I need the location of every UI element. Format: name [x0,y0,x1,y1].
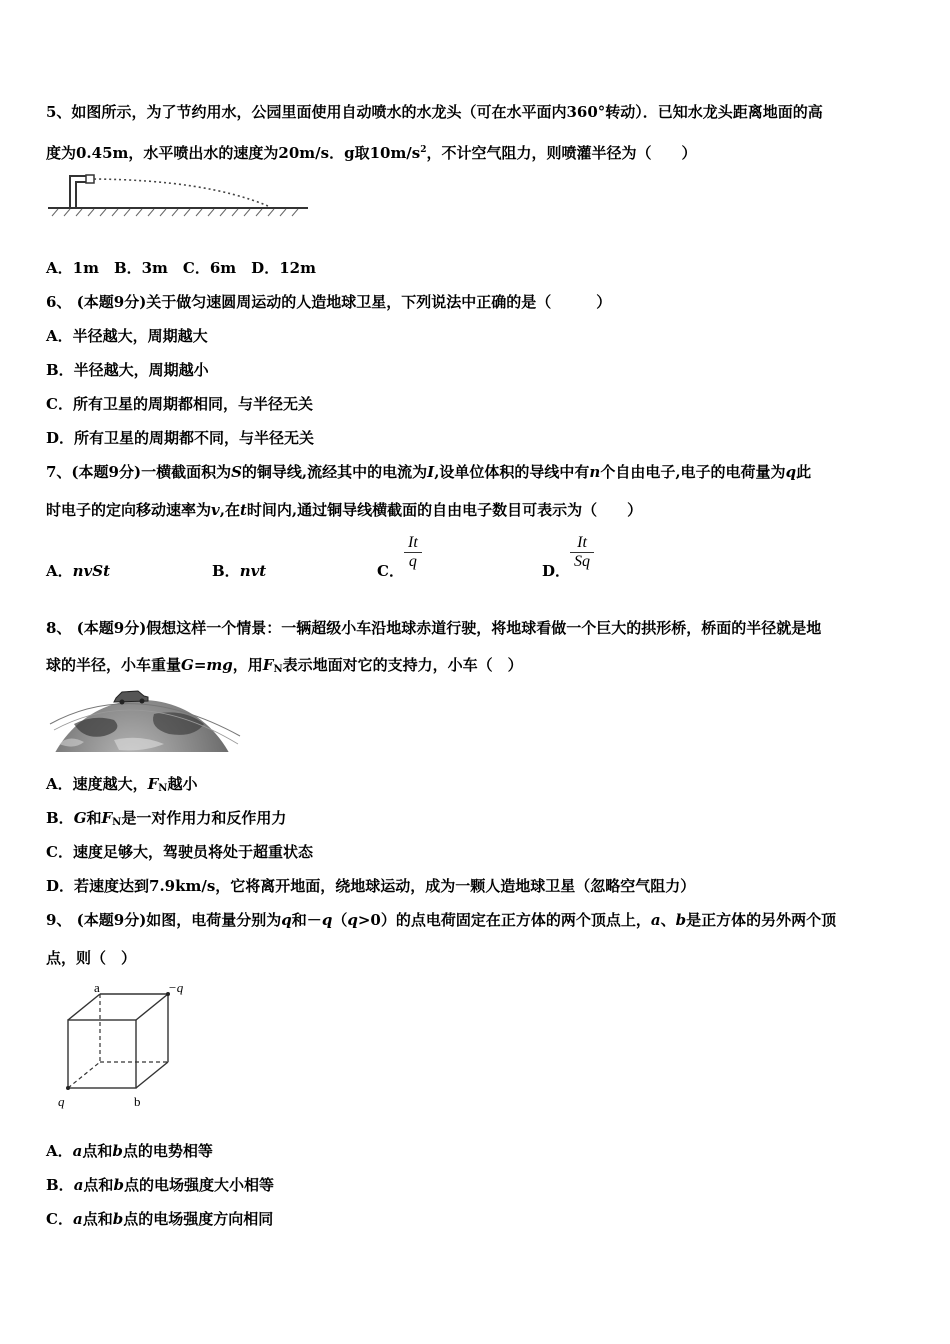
q6-option-a: A．半径越大，周期越大 [46,327,208,345]
q5-stem-line1: 5、如图所示，为了节约用水，公园里面使用自动喷水的水龙头（可在水平面内360°转动）．已知水龙头距离地面的高 [46,103,823,121]
q6-option-d: D．所有卫星的周期都不同，与半径无关 [46,429,315,447]
q7-option-b: B．nvt [212,562,267,580]
q8-option-a: A．速度越大，$F_N$越小 [46,775,198,794]
q6-option-b: B．半径越大，周期越小 [46,361,209,379]
q9-stem-line2: 点，则（ ） [46,949,137,967]
q8-stem-line1: 8、 (本题9分)假想这样一个情景：一辆超级小车沿地球赤道行驶，将地球看做一个巨大的拱形桥，桥面的半径就是地 [46,619,822,637]
q9-fig-label-q: q [58,1094,65,1109]
q7-option-c-label: C． [377,562,404,580]
q9-fig-label-b: b [134,1094,141,1109]
q9-fig-label-minus-q: −q [168,982,184,995]
q9-option-c: C．a点和b点的电场强度方向相同 [46,1210,274,1228]
q7-option-a: A．nvSt [46,562,111,580]
q5-options: A．1m B．3m C．6m D．12m [46,259,316,277]
q7-option-c-fraction: $\frac{It}{q}$ [404,534,422,571]
q8-earth-car-figure [44,684,242,756]
q6-option-c: C．所有卫星的周期都相同，与半径无关 [46,395,313,413]
q5-stem-line2: 度为0.45m，水平喷出水的速度为20m/s．g取$10m/s^2$，不计空气阻力，则喷灌半径为（ ） [46,144,697,162]
q7-stem-line1: 7、(本题9分)一横截面积为S的铜导线,流经其中的电流为I,设单位体积的导线中有n个自由电子,电子的电荷量为q此 [46,463,812,481]
q6-stem: 6、 (本题9分)关于做匀速圆周运动的人造地球卫星，下列说法中正确的是（ ） [46,293,612,311]
q8-option-c: C．速度足够大，驾驶员将处于超重状态 [46,843,313,861]
q9-option-a: A．a点和b点的电势相等 [46,1142,213,1160]
q9-option-b: B．a点和b点的电场强度大小相等 [46,1176,274,1194]
q7-stem-line2: 时电子的定向移动速率为v,在t时间内,通过铜导线横截面的自由电子数目可表示为（ ） [46,501,643,519]
q9-stem-line1: 9、 (本题9分)如图，电荷量分别为q和－q（q>0）的点电荷固定在正方体的两个顶点上，a、b是正方体的另外两个顶 [46,911,837,929]
q8-stem-line2: 球的半径，小车重量G=mg，用$F_N$表示地面对它的支持力，小车（ ） [46,656,523,675]
q5-sprinkler-figure [46,168,310,223]
q8-option-d: D．若速度达到7.9km/s，它将离开地面，绕地球运动，成为一颗人造地球卫星（忽略空气阻力） [46,877,696,895]
q7-option-d-fraction: $\frac{It}{Sq}$ [570,534,594,571]
q7-option-d-label: D． [542,562,571,580]
q8-option-b: B．G和$F_N$是一对作用力和反作用力 [46,809,287,828]
q9-cube-figure [52,982,202,1110]
q9-fig-label-a: a [94,982,100,995]
